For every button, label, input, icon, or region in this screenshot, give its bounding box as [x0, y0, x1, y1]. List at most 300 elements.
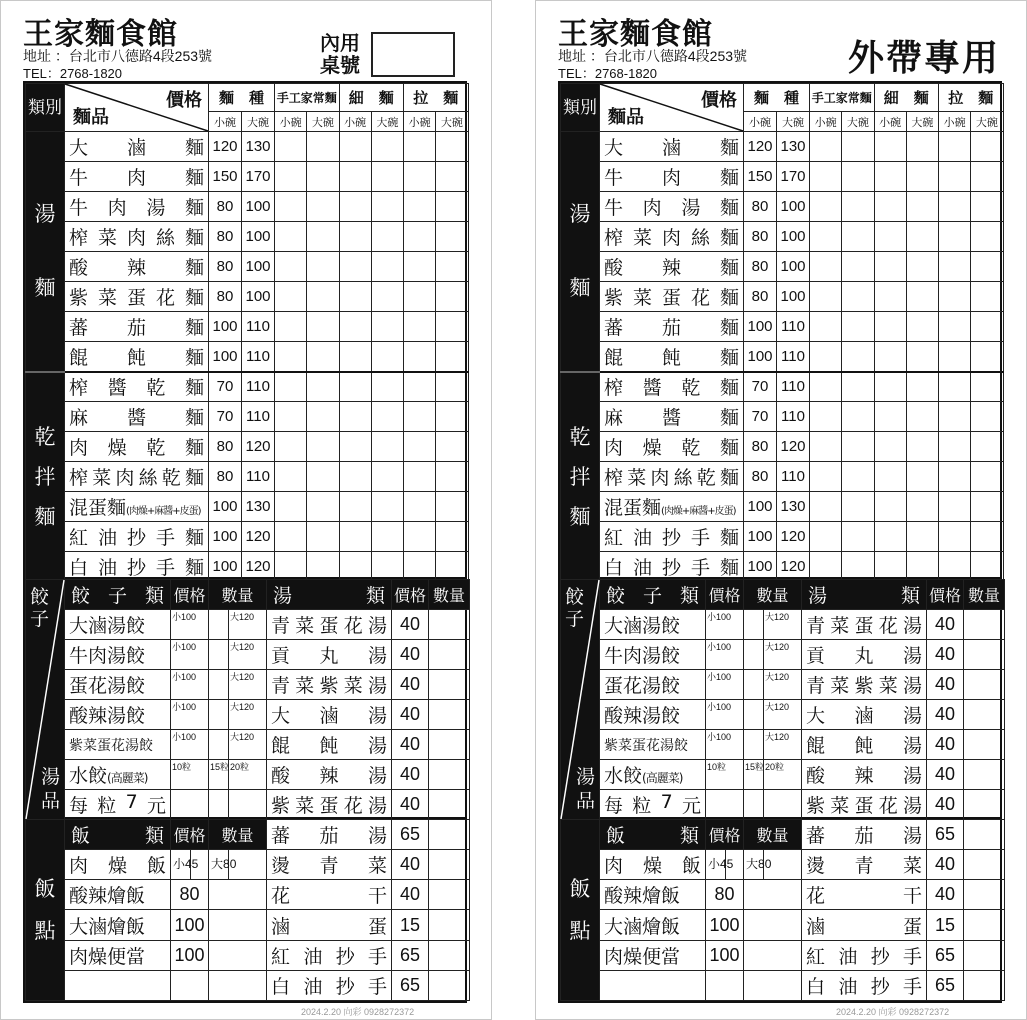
quantity-cell[interactable] [810, 312, 842, 342]
quantity-cell[interactable] [744, 640, 764, 670]
quantity-cell[interactable] [874, 552, 906, 582]
dumpling-price-header: 價格 [706, 580, 744, 610]
quantity-cell[interactable] [964, 880, 1005, 910]
quantity-cell[interactable] [404, 402, 436, 432]
quantity-cell[interactable] [339, 372, 371, 402]
quantity-cell[interactable] [404, 342, 436, 372]
quantity-cell[interactable] [906, 462, 938, 492]
soup-item-name: 燙 青 菜 [267, 850, 392, 880]
quantity-cell[interactable] [371, 462, 403, 492]
quantity-cell[interactable] [810, 432, 842, 462]
order-form-dine-in [0, 0, 492, 1020]
quantity-cell[interactable] [971, 342, 1003, 372]
quantity-cell[interactable] [842, 132, 874, 162]
quantity-cell[interactable] [842, 522, 874, 552]
quantity-cell[interactable] [842, 492, 874, 522]
quantity-cell[interactable] [275, 222, 307, 252]
quantity-cell[interactable] [906, 282, 938, 312]
price-large: 130 [777, 132, 810, 162]
quantity-cell[interactable] [429, 730, 470, 760]
quantity-cell[interactable] [404, 132, 436, 162]
soup-item-name: 紅 油 抄 手 [267, 940, 392, 970]
quantity-cell[interactable] [842, 372, 874, 402]
quantity-cell[interactable] [307, 432, 339, 462]
price-large: 120 [242, 432, 275, 462]
quantity-cell[interactable] [964, 940, 1005, 970]
quantity-cell[interactable] [307, 402, 339, 432]
quantity-cell[interactable] [939, 402, 971, 432]
quantity-cell[interactable] [964, 970, 1005, 1000]
quantity-cell[interactable] [436, 252, 468, 282]
shuijiao-count[interactable]: 15粒 [744, 760, 764, 790]
menu-row [561, 940, 1005, 970]
quantity-cell[interactable] [810, 402, 842, 432]
menu-item-text: 蕃 茄 麵 [604, 317, 739, 339]
quantity-cell[interactable] [810, 342, 842, 372]
quantity-cell[interactable] [810, 252, 842, 282]
quantity-cell[interactable] [209, 910, 267, 940]
quantity-cell[interactable] [339, 252, 371, 282]
quantity-cell[interactable] [971, 432, 1003, 462]
quantity-cell[interactable] [429, 940, 470, 970]
quantity-cell[interactable] [939, 222, 971, 252]
quantity-cell[interactable] [706, 790, 744, 820]
quantity-cell[interactable] [307, 492, 339, 522]
menu-item-name [600, 402, 744, 432]
quantity-cell[interactable] [939, 432, 971, 462]
soup-price: 40 [392, 850, 429, 880]
shuijiao-count[interactable]: 20粒 [764, 760, 802, 790]
quantity-cell[interactable] [842, 462, 874, 492]
quantity-cell[interactable] [371, 192, 403, 222]
quantity-cell[interactable] [209, 640, 229, 670]
quantity-cell[interactable] [404, 552, 436, 582]
quantity-cell[interactable] [971, 282, 1003, 312]
quantity-cell[interactable] [810, 522, 842, 552]
quantity-cell[interactable] [275, 342, 307, 372]
quantity-cell[interactable] [436, 282, 468, 312]
quantity-cell[interactable] [404, 492, 436, 522]
quantity-cell[interactable] [404, 522, 436, 552]
quantity-cell[interactable] [810, 552, 842, 582]
quantity-cell[interactable] [404, 222, 436, 252]
quantity-cell[interactable] [874, 252, 906, 282]
quantity-cell[interactable] [307, 372, 339, 402]
quantity-cell[interactable] [939, 372, 971, 402]
quantity-cell[interactable] [874, 522, 906, 552]
quantity-cell[interactable] [744, 940, 802, 970]
quantity-cell[interactable] [429, 790, 470, 820]
quantity-cell[interactable] [209, 880, 267, 910]
quantity-cell[interactable] [307, 522, 339, 552]
quantity-cell[interactable] [339, 162, 371, 192]
quantity-cell[interactable] [842, 342, 874, 372]
quantity-cell[interactable] [874, 132, 906, 162]
quantity-cell[interactable] [842, 192, 874, 222]
quantity-cell[interactable] [874, 402, 906, 432]
quantity-cell[interactable] [971, 402, 1003, 432]
quantity-cell[interactable] [209, 610, 229, 640]
quantity-cell[interactable] [404, 312, 436, 342]
quantity-cell[interactable] [436, 462, 468, 492]
price-small: 100 [744, 342, 777, 372]
size-large-header: 大碗 [371, 112, 403, 132]
price-large: 110 [242, 312, 275, 342]
quantity-cell[interactable] [404, 282, 436, 312]
quantity-cell[interactable] [275, 132, 307, 162]
menu-row [561, 760, 1005, 790]
menu-row [561, 790, 1005, 820]
quantity-cell[interactable] [971, 132, 1003, 162]
quantity-cell[interactable] [842, 552, 874, 582]
quantity-cell[interactable] [436, 492, 468, 522]
quantity-cell[interactable] [744, 730, 764, 760]
quantity-cell[interactable] [874, 372, 906, 402]
quantity-cell[interactable] [371, 342, 403, 372]
quantity-cell[interactable] [810, 192, 842, 222]
dumpling-large-price: 大120 [764, 700, 802, 730]
price-small: 80 [744, 192, 777, 222]
quantity-cell[interactable] [964, 760, 1005, 790]
quantity-cell[interactable] [744, 670, 764, 700]
quantity-cell[interactable] [429, 670, 470, 700]
soup-item-name: 燙 青 菜 [802, 850, 927, 880]
quantity-cell[interactable] [436, 132, 468, 162]
quantity-cell[interactable] [429, 610, 470, 640]
quantity-cell[interactable] [971, 462, 1003, 492]
quantity-cell[interactable] [371, 492, 403, 522]
quantity-cell[interactable] [436, 432, 468, 462]
quantity-cell[interactable] [339, 462, 371, 492]
quantity-cell[interactable] [436, 402, 468, 432]
quantity-cell[interactable] [371, 222, 403, 252]
quantity-cell[interactable] [971, 522, 1003, 552]
shuijiao-count[interactable]: 10粒 [171, 760, 209, 790]
quantity-cell[interactable] [307, 132, 339, 162]
quantity-cell[interactable] [429, 760, 470, 790]
quantity-cell[interactable] [275, 552, 307, 582]
quantity-cell[interactable] [810, 132, 842, 162]
quantity-cell[interactable] [371, 432, 403, 462]
soup-item-name: 花 干 [802, 880, 927, 910]
shuijiao-count[interactable]: 15粒 [209, 760, 229, 790]
quantity-cell[interactable] [339, 432, 371, 462]
price-small: 80 [744, 282, 777, 312]
size-small-header: 小碗 [275, 112, 307, 132]
quantity-cell[interactable] [971, 372, 1003, 402]
quantity-cell[interactable] [964, 640, 1005, 670]
quantity-cell[interactable] [371, 372, 403, 402]
quantity-cell[interactable] [436, 192, 468, 222]
quantity-cell[interactable] [939, 132, 971, 162]
quantity-cell[interactable] [971, 552, 1003, 582]
quantity-cell[interactable] [429, 820, 470, 850]
quantity-cell[interactable] [874, 432, 906, 462]
menu-item-text: 酸 辣 麵 [604, 257, 739, 279]
menu-item-name [65, 132, 209, 162]
quantity-cell[interactable] [964, 790, 1005, 820]
menu-row [26, 552, 469, 582]
quantity-cell[interactable] [810, 462, 842, 492]
soup-price: 65 [392, 820, 429, 850]
quantity-cell[interactable] [906, 552, 938, 582]
quantity-cell[interactable] [971, 162, 1003, 192]
quantity-cell[interactable] [906, 252, 938, 282]
price-small: 100 [209, 312, 242, 342]
quantity-cell[interactable] [371, 552, 403, 582]
soup-header: 湯 類 [267, 580, 392, 610]
quantity-cell[interactable] [906, 222, 938, 252]
quantity-cell[interactable] [874, 192, 906, 222]
quantity-cell[interactable] [275, 492, 307, 522]
quantity-cell[interactable] [436, 342, 468, 372]
quantity-cell[interactable] [339, 222, 371, 252]
quantity-cell[interactable] [429, 910, 470, 940]
quantity-cell[interactable] [307, 222, 339, 252]
quantity-cell[interactable] [810, 162, 842, 192]
quantity-cell[interactable] [744, 700, 764, 730]
quantity-cell[interactable] [906, 402, 938, 432]
quantity-cell[interactable] [939, 192, 971, 222]
quantity-cell[interactable] [906, 432, 938, 462]
dumpling-header: 餃 子 類 [600, 580, 706, 610]
quantity-cell[interactable] [404, 432, 436, 462]
noodle-type-header: 麵 種 [209, 84, 275, 112]
quantity-cell[interactable] [939, 162, 971, 192]
quantity-cell[interactable] [810, 372, 842, 402]
quantity-cell[interactable] [171, 790, 209, 820]
quantity-cell[interactable] [906, 492, 938, 522]
quantity-cell[interactable] [964, 700, 1005, 730]
quantity-cell[interactable] [842, 282, 874, 312]
noodle-type-header: 手工家常麵 [275, 84, 340, 112]
quantity-cell[interactable] [371, 522, 403, 552]
shop-tel: TEL：2768-1820 [558, 66, 658, 81]
quantity-cell[interactable] [939, 462, 971, 492]
rice-item-name: 大滷燴飯 [600, 910, 706, 940]
quantity-cell[interactable] [842, 312, 874, 342]
quantity-cell[interactable] [842, 222, 874, 252]
table-number-box[interactable] [371, 32, 455, 77]
quantity-cell[interactable] [906, 132, 938, 162]
quantity-cell[interactable] [971, 312, 1003, 342]
quantity-cell[interactable] [764, 790, 802, 820]
price-small: 80 [744, 462, 777, 492]
quantity-cell[interactable] [744, 880, 802, 910]
menu-item-text: 榨 醬 乾 麵 [69, 377, 204, 400]
quantity-cell[interactable] [874, 222, 906, 252]
quantity-cell[interactable] [339, 312, 371, 342]
quantity-cell[interactable] [339, 492, 371, 522]
quantity-cell[interactable] [744, 790, 764, 820]
quantity-cell[interactable] [339, 192, 371, 222]
quantity-cell[interactable] [275, 282, 307, 312]
quantity-cell[interactable] [404, 192, 436, 222]
empty-cell [600, 970, 706, 1000]
quantity-cell[interactable] [339, 342, 371, 372]
quantity-cell[interactable] [275, 462, 307, 492]
soup-price: 40 [927, 790, 964, 820]
soup-price: 40 [927, 640, 964, 670]
category-dumplings-soups: 餃 子 湯 品 [26, 580, 65, 820]
quantity-cell[interactable] [939, 312, 971, 342]
size-small-header: 小碗 [209, 112, 242, 132]
quantity-cell[interactable] [939, 252, 971, 282]
quantity-cell[interactable] [371, 162, 403, 192]
quantity-cell[interactable] [906, 312, 938, 342]
quantity-cell[interactable] [971, 192, 1003, 222]
quantity-cell[interactable] [874, 462, 906, 492]
table-number-label: 內用桌號 [320, 31, 360, 77]
quantity-cell[interactable] [964, 670, 1005, 700]
quantity-cell[interactable] [436, 372, 468, 402]
quantity-cell[interactable] [939, 282, 971, 312]
quantity-cell[interactable] [436, 552, 468, 582]
quantity-cell[interactable] [209, 790, 229, 820]
price-large: 120 [242, 552, 275, 582]
quantity-cell[interactable] [939, 342, 971, 372]
quantity-cell[interactable] [429, 970, 470, 1000]
quantity-cell[interactable] [906, 192, 938, 222]
quantity-cell[interactable] [874, 342, 906, 372]
noodle-type-header: 麵 種 [744, 84, 810, 112]
takeout-label: 外帶專用 [848, 37, 1001, 79]
size-small-header: 小碗 [810, 112, 842, 132]
quantity-cell[interactable] [906, 342, 938, 372]
quantity-cell[interactable] [436, 222, 468, 252]
soup-item-name: 蕃 茄 湯 [267, 820, 392, 850]
menu-item-name [600, 432, 744, 462]
rice-price-header: 價格 [171, 820, 209, 850]
quantity-cell[interactable] [339, 282, 371, 312]
quantity-cell[interactable] [744, 610, 764, 640]
quantity-cell[interactable] [939, 522, 971, 552]
quantity-cell[interactable] [964, 820, 1005, 850]
quantity-cell[interactable] [842, 432, 874, 462]
quantity-cell[interactable] [307, 252, 339, 282]
quantity-cell[interactable] [429, 850, 470, 880]
menu-row [561, 132, 1004, 162]
quantity-cell[interactable] [906, 522, 938, 552]
quantity-cell[interactable] [275, 522, 307, 552]
empty-cell [171, 970, 209, 1000]
quantity-cell[interactable] [275, 162, 307, 192]
quantity-cell[interactable] [307, 192, 339, 222]
quantity-cell[interactable] [906, 162, 938, 192]
quantity-cell[interactable] [404, 372, 436, 402]
quantity-cell[interactable] [275, 312, 307, 342]
quantity-cell[interactable] [971, 222, 1003, 252]
quantity-cell[interactable] [307, 462, 339, 492]
soup-price: 40 [927, 880, 964, 910]
dumpling-item-name: 酸辣湯餃 [600, 700, 706, 730]
quantity-cell[interactable] [209, 940, 267, 970]
menu-item-text: 牛 肉 麵 [69, 167, 204, 189]
quantity-cell[interactable] [964, 850, 1005, 880]
quantity-cell[interactable] [874, 282, 906, 312]
quantity-cell[interactable] [842, 402, 874, 432]
quantity-cell[interactable] [209, 670, 229, 700]
quantity-cell[interactable] [275, 432, 307, 462]
price-small: 80 [209, 462, 242, 492]
quantity-cell[interactable] [874, 162, 906, 192]
quantity-cell[interactable] [339, 522, 371, 552]
quantity-cell[interactable] [339, 132, 371, 162]
quantity-cell[interactable] [404, 462, 436, 492]
quantity-cell[interactable] [429, 640, 470, 670]
noodle-type-header: 細 麵 [339, 84, 404, 112]
quantity-cell[interactable] [404, 252, 436, 282]
menu-row [26, 342, 469, 372]
quantity-cell[interactable] [874, 492, 906, 522]
quantity-cell[interactable] [971, 492, 1003, 522]
quantity-cell[interactable] [939, 552, 971, 582]
quantity-cell[interactable] [275, 252, 307, 282]
quantity-cell[interactable] [275, 372, 307, 402]
quantity-cell[interactable] [436, 522, 468, 552]
quantity-cell[interactable] [429, 700, 470, 730]
quantity-cell[interactable] [744, 910, 802, 940]
menu-item-text: 白 油 抄 手 麵 [604, 556, 739, 579]
quantity-cell[interactable] [371, 312, 403, 342]
menu-item-name [65, 552, 209, 582]
quantity-cell[interactable] [209, 700, 229, 730]
dumpling-small-price: 小100 [706, 700, 744, 730]
price-large: 170 [242, 162, 275, 192]
price-large: 110 [777, 462, 810, 492]
quantity-cell[interactable] [964, 730, 1005, 760]
quantity-cell[interactable] [371, 132, 403, 162]
quantity-cell[interactable] [436, 312, 468, 342]
quantity-cell[interactable] [307, 342, 339, 372]
quantity-cell[interactable] [371, 402, 403, 432]
quantity-cell[interactable] [275, 402, 307, 432]
rice-price: 80 [706, 880, 744, 910]
quantity-cell[interactable] [810, 222, 842, 252]
quantity-cell[interactable] [842, 252, 874, 282]
shuijiao-count[interactable]: 20粒 [229, 760, 267, 790]
quantity-cell[interactable] [339, 402, 371, 432]
quantity-cell[interactable] [971, 252, 1003, 282]
quantity-cell[interactable] [307, 552, 339, 582]
quantity-cell[interactable] [842, 162, 874, 192]
shuijiao-count[interactable]: 10粒 [706, 760, 744, 790]
quantity-cell[interactable] [429, 880, 470, 910]
quantity-cell[interactable] [939, 492, 971, 522]
menu-row [561, 432, 1004, 462]
quantity-cell[interactable] [371, 282, 403, 312]
quantity-cell[interactable] [964, 610, 1005, 640]
quantity-cell[interactable] [307, 282, 339, 312]
quantity-cell[interactable] [404, 162, 436, 192]
dumpling-item-name: 大滷湯餃 [600, 610, 706, 640]
quantity-cell[interactable] [307, 162, 339, 192]
quantity-cell[interactable] [339, 552, 371, 582]
quantity-cell[interactable] [275, 192, 307, 222]
quantity-cell[interactable] [964, 910, 1005, 940]
quantity-cell[interactable] [436, 162, 468, 192]
per-piece-price: 每 粒 7 元 [65, 790, 171, 820]
quantity-cell[interactable] [307, 312, 339, 342]
quantity-cell[interactable] [810, 282, 842, 312]
quantity-cell[interactable] [810, 492, 842, 522]
quantity-cell[interactable] [229, 790, 267, 820]
quantity-cell[interactable] [209, 730, 229, 760]
quantity-cell[interactable] [874, 312, 906, 342]
menu-row [561, 342, 1004, 372]
quantity-cell[interactable] [906, 372, 938, 402]
quantity-cell[interactable] [371, 252, 403, 282]
